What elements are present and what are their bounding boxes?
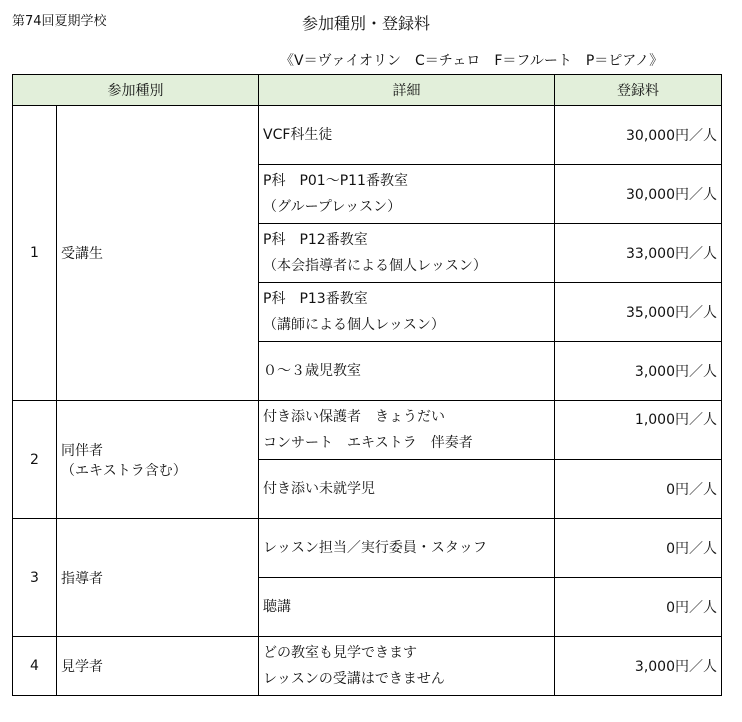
- detail-line: コンサート エキストラ 伴奏者: [263, 435, 473, 451]
- table-row: [13, 401, 722, 460]
- detail-cell: [259, 519, 555, 578]
- detail-cell: [259, 460, 555, 519]
- detail-line: P科 P13番教室: [263, 291, 368, 307]
- detail-cell: [259, 401, 555, 460]
- detail-line: （講師による個人レッスン）: [263, 317, 445, 333]
- detail-line: ０〜３歳児教室: [263, 363, 361, 379]
- detail-line: どの教室も見学できます: [263, 645, 417, 661]
- detail-line: P科 P01〜P11番教室: [263, 173, 408, 189]
- fee-cell: 0円／人: [555, 460, 722, 519]
- group-number: 3: [13, 519, 57, 637]
- fee-cell: 0円／人: [555, 578, 722, 637]
- detail-cell: [259, 165, 555, 224]
- table-row: [13, 519, 722, 578]
- fee-cell: 3,000円／人: [555, 342, 722, 401]
- group-number: 4: [13, 637, 57, 696]
- category-line: 同伴者: [61, 442, 103, 459]
- column-header-detail: 詳細: [259, 75, 555, 106]
- fee-cell: 1,000円／人: [555, 401, 722, 460]
- detail-cell: [259, 578, 555, 637]
- detail-cell: [259, 637, 555, 696]
- category-line: （エキストラ含む）: [61, 462, 187, 479]
- detail-line: 聴講: [263, 599, 291, 615]
- category-label: 指導者: [57, 519, 259, 637]
- category-label: 受講生: [57, 106, 259, 401]
- instrument-legend: 《V＝ヴァイオリン C＝チェロ F＝フルート P＝ピアノ》: [280, 53, 664, 69]
- detail-line: （グループレッスン）: [263, 199, 402, 215]
- detail-line: 付き添い保護者 きょうだい: [263, 409, 445, 425]
- category-label: 見学者: [57, 637, 259, 696]
- detail-cell: [259, 224, 555, 283]
- fee-cell: 3,000円／人: [555, 637, 722, 696]
- category-label: [57, 401, 259, 519]
- detail-line: レッスン担当／実行委員・スタッフ: [263, 540, 487, 556]
- fee-table: [12, 74, 722, 696]
- fee-cell: 33,000円／人: [555, 224, 722, 283]
- fee-cell: 30,000円／人: [555, 106, 722, 165]
- fee-cell: 35,000円／人: [555, 283, 722, 342]
- group-number: 2: [13, 401, 57, 519]
- table-row: [13, 106, 722, 165]
- table-header-row: [13, 75, 722, 106]
- column-header-category: 参加種別: [13, 75, 259, 106]
- column-header-fee: 登録料: [555, 75, 722, 106]
- detail-line: （本会指導者による個人レッスン）: [263, 258, 487, 274]
- detail-line: 付き添い未就学児: [263, 481, 375, 497]
- school-name: 第74回夏期学校: [12, 14, 107, 29]
- fee-cell: 30,000円／人: [555, 165, 722, 224]
- page-title: 参加種別・登録料: [302, 14, 431, 33]
- table-row: [13, 637, 722, 696]
- fee-cell: 0円／人: [555, 519, 722, 578]
- detail-line: VCF科生徒: [263, 127, 333, 143]
- detail-cell: [259, 106, 555, 165]
- detail-line: P科 P12番教室: [263, 232, 368, 248]
- detail-cell: [259, 342, 555, 401]
- detail-line: レッスンの受講はできません: [263, 671, 445, 687]
- detail-cell: [259, 283, 555, 342]
- group-number: 1: [13, 106, 57, 401]
